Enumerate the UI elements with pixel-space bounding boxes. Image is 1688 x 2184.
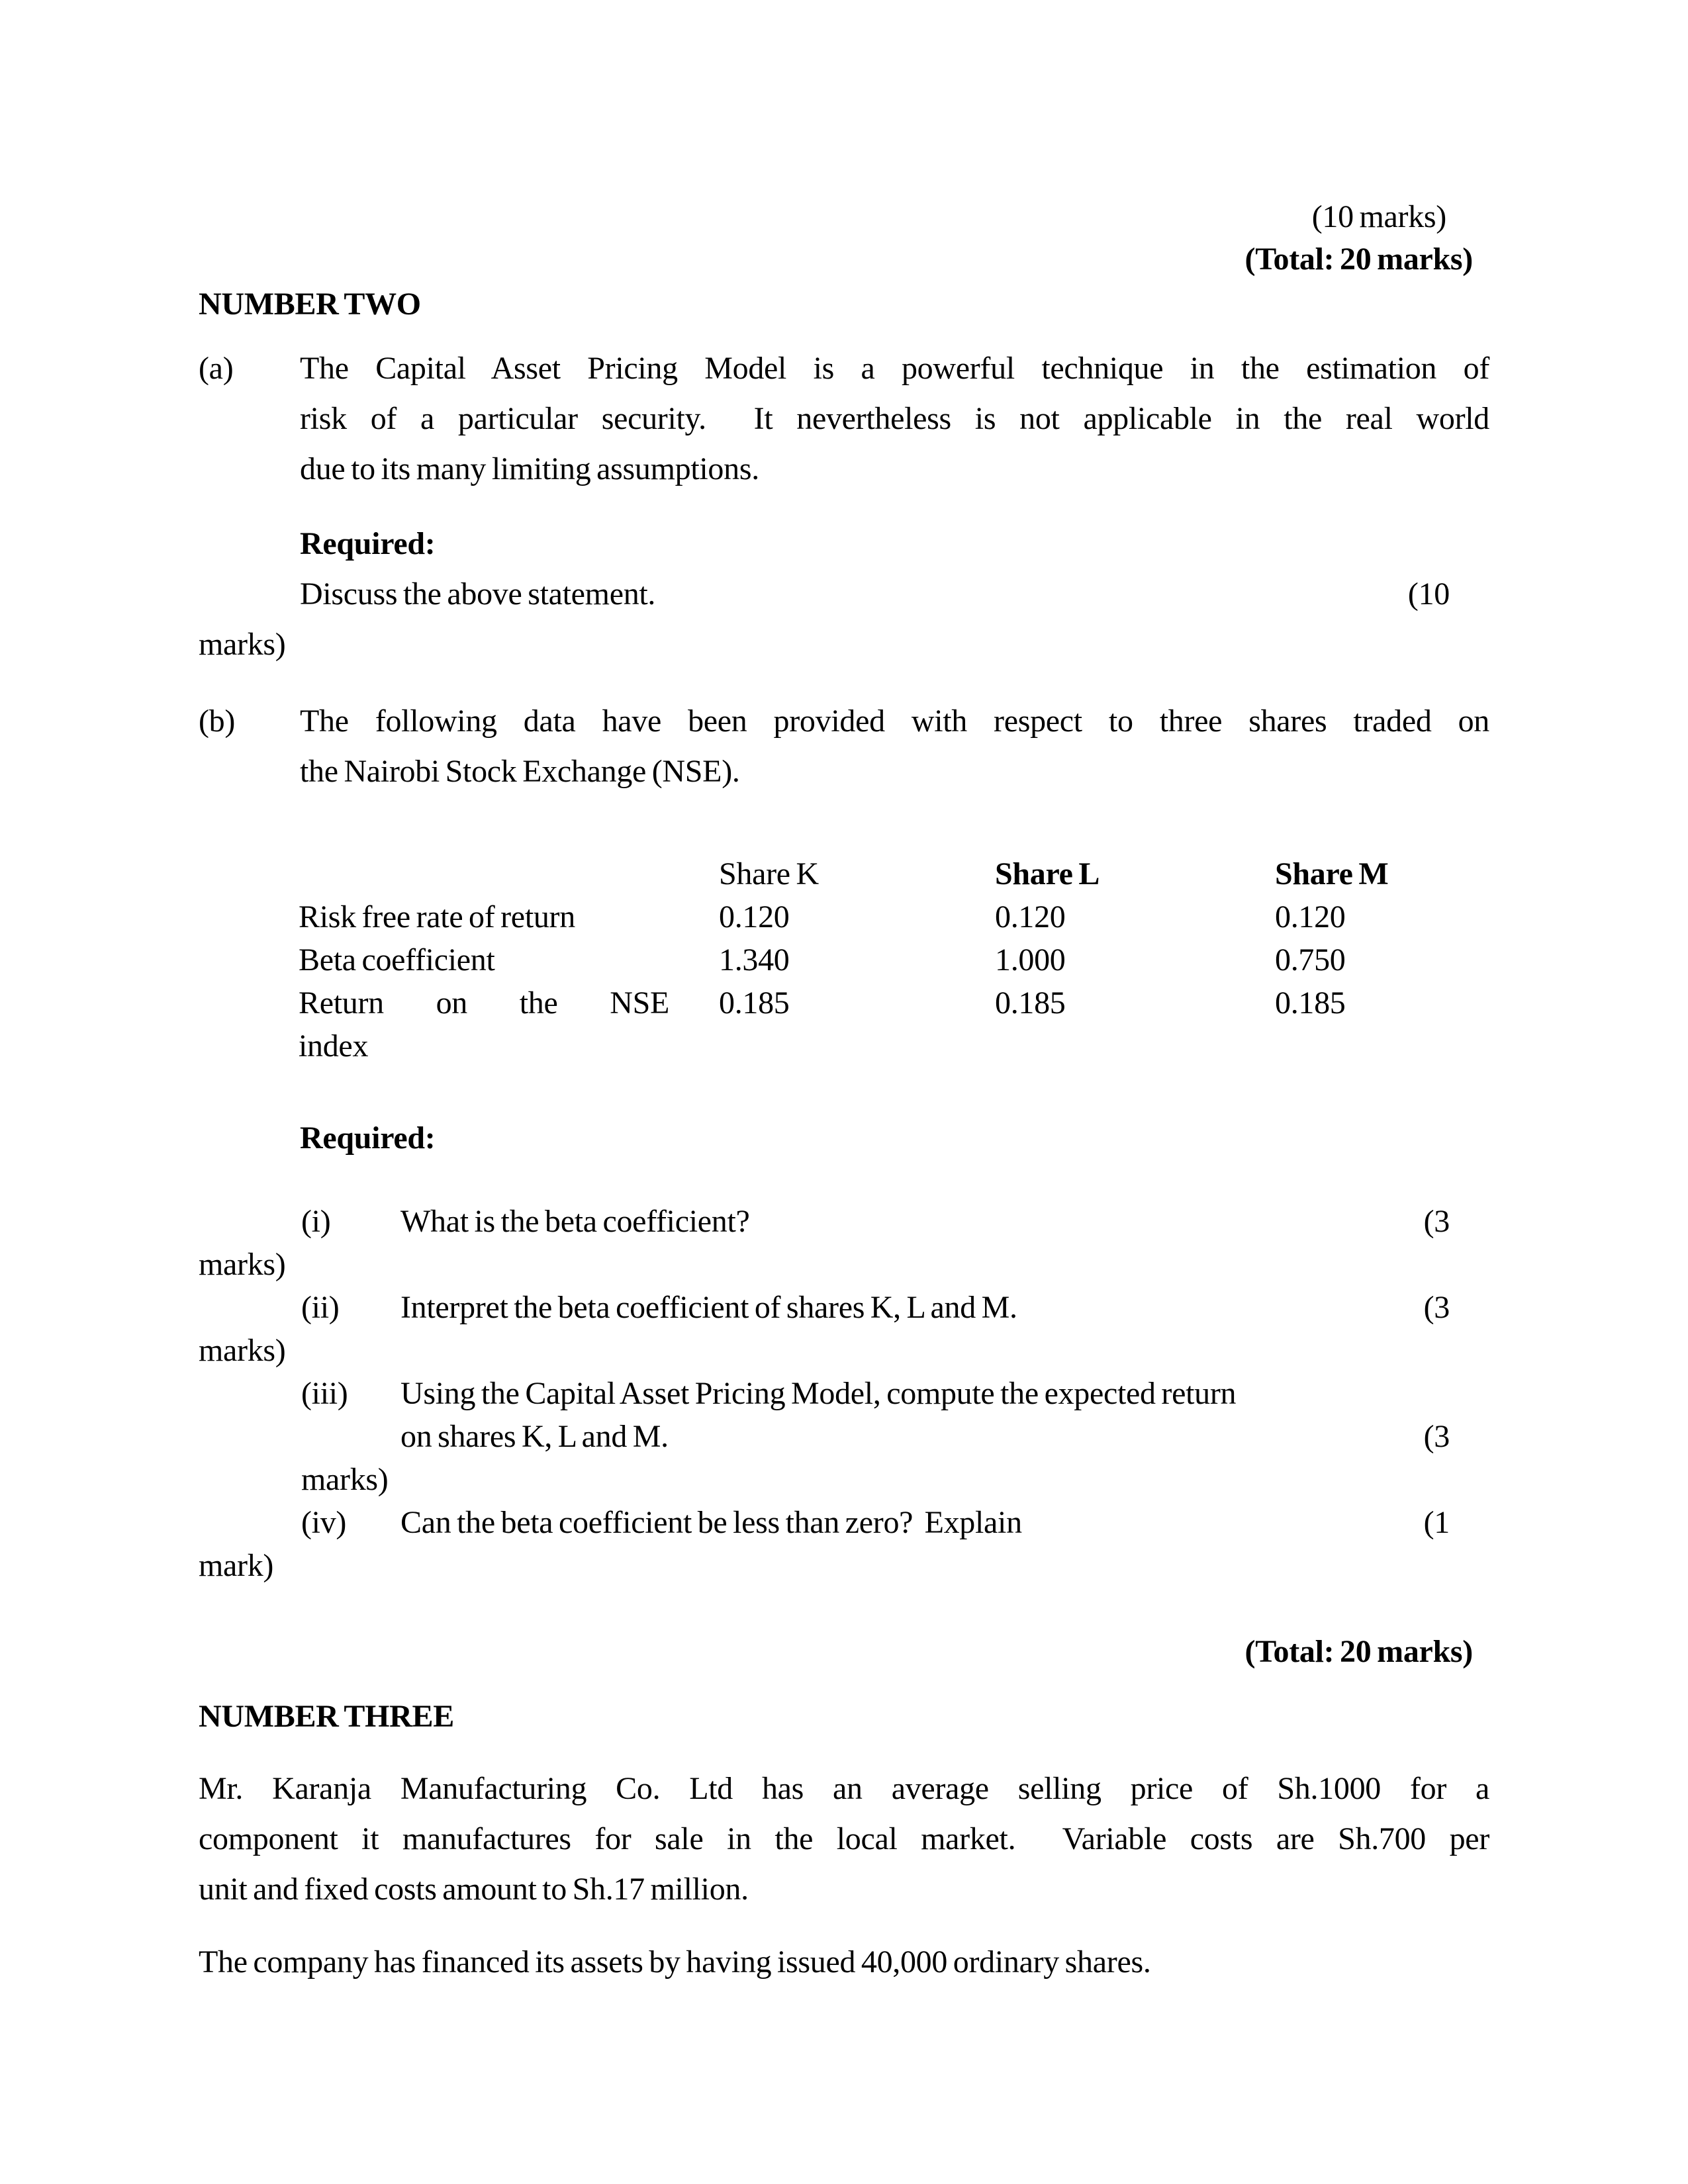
number-three-line-3: unit and fixed costs amount to Sh.17 million. [199,1872,749,1907]
shares-table-corner-cell [299,852,719,895]
number-two-total-marks: (Total: 20 marks) [1244,1634,1473,1669]
part-b-items [199,1200,1489,1673]
share-l-header: Share L [995,856,1100,891]
previous-question-total-marks: (Total: 20 marks) [1244,242,1473,277]
nse-return-share-k: 0.185 [719,985,790,1021]
part-a-line-2: risk of a particular security. It nevertheless is not applicable in the real world [300,401,1489,436]
shares-table [299,852,1489,1068]
item-iv-marks-continuation: mark) [199,1548,274,1583]
row-label-nse-return [299,981,669,1068]
part-b-paragraph [199,696,1489,797]
number-three-line-2: component it manufactures for sale in the local market. Variable costs are Sh.700 per [199,1821,1489,1856]
item-iii-text-line-2: on shares K, L and M. [400,1419,669,1454]
item-i-marks-continuation-row [199,1243,1489,1286]
item-i-marks-continuation: marks) [199,1247,286,1282]
share-k-header: Share K [719,856,819,891]
part-a-paragraph [199,343,1489,494]
item-i-text: What is the beta coefficient? [400,1204,750,1239]
item-ii-marks-continuation: marks) [199,1333,286,1368]
part-a-marks-open: (10 [1407,576,1450,612]
list-item [199,1286,1489,1329]
item-ii-marker: (ii) [301,1290,340,1325]
nse-return-share-l: 0.185 [995,985,1066,1021]
item-ii-marks-open: (3 [1423,1290,1450,1325]
table-row [299,981,1489,1068]
number-three-closing-line: The company has financed its assets by having issued 40,000 ordinary shares. [199,1944,1151,1979]
table-row [299,895,1489,938]
item-i-marks-open: (3 [1423,1204,1450,1239]
item-iii-text-line-1: Using the Capital Asset Pricing Model, compute the expected return [400,1376,1237,1411]
number-three-line-1: Mr. Karanja Manufacturing Co. Ltd has an average selling price of Sh.1000 for a [199,1771,1489,1806]
shares-table-header-row [299,852,1489,895]
item-iv-text: Can the beta coefficient be less than zero? Explain [400,1505,1022,1540]
row-label-beta-coefficient: Beta coefficient [299,942,495,978]
number-three-heading: NUMBER THREE [199,1699,454,1734]
list-item [199,1372,1489,1415]
list-item [199,1200,1489,1243]
item-iii-marks-continuation-row [199,1458,1489,1501]
part-b-required-label: Required: [300,1120,436,1156]
risk-free-rate-share-l: 0.120 [995,899,1066,934]
item-iv-marks-open: (1 [1423,1505,1450,1540]
part-b-marker: (b) [199,704,236,739]
item-ii-text: Interpret the beta coefficient of shares K, L and M. [400,1290,1017,1325]
number-two-heading: NUMBER TWO [199,287,421,322]
list-item [199,1501,1489,1544]
beta-coefficient-share-l: 1.000 [995,942,1066,978]
nse-return-label-line-2: index [299,1028,369,1064]
part-a-line-1: The Capital Asset Pricing Model is a powerful technique in the estimation of [300,351,1489,386]
risk-free-rate-share-k: 0.120 [719,899,790,934]
item-iv-marker: (iv) [301,1505,347,1540]
item-ii-marks-continuation-row [199,1329,1489,1372]
item-iii-marks-open: (3 [1423,1419,1450,1454]
nse-return-share-m: 0.185 [1275,985,1346,1021]
part-a-required-label: Required: [300,526,436,561]
part-a-marker: (a) [199,351,234,386]
risk-free-rate-share-m: 0.120 [1275,899,1346,934]
beta-coefficient-share-k: 1.340 [719,942,790,978]
beta-coefficient-share-m: 0.750 [1275,942,1346,978]
row-label-risk-free-rate: Risk free rate of return [299,899,575,934]
item-iv-marks-continuation-row [199,1544,1489,1587]
list-item-continued [199,1415,1489,1458]
part-b-line-1: The following data have been provided with respect to three shares traded on [300,704,1489,739]
share-m-header: Share M [1275,856,1389,891]
part-b-line-2: the Nairobi Stock Exchange (NSE). [300,754,740,789]
part-a-task: Discuss the above statement. [300,576,656,612]
table-row [299,938,1489,981]
item-iii-marks-continuation: marks) [301,1462,389,1497]
nse-return-label-line-1: Return on the NSE [299,985,669,1021]
number-three-paragraph [199,1764,1489,1915]
item-iii-marker: (iii) [301,1376,348,1411]
part-a-marks-continuation: marks) [199,627,286,662]
previous-question-marks: (10 marks) [1311,199,1446,234]
part-a-line-3: due to its many limiting assumptions. [300,451,759,486]
part-a-task-row [199,569,1489,619]
item-i-marker: (i) [301,1204,331,1239]
